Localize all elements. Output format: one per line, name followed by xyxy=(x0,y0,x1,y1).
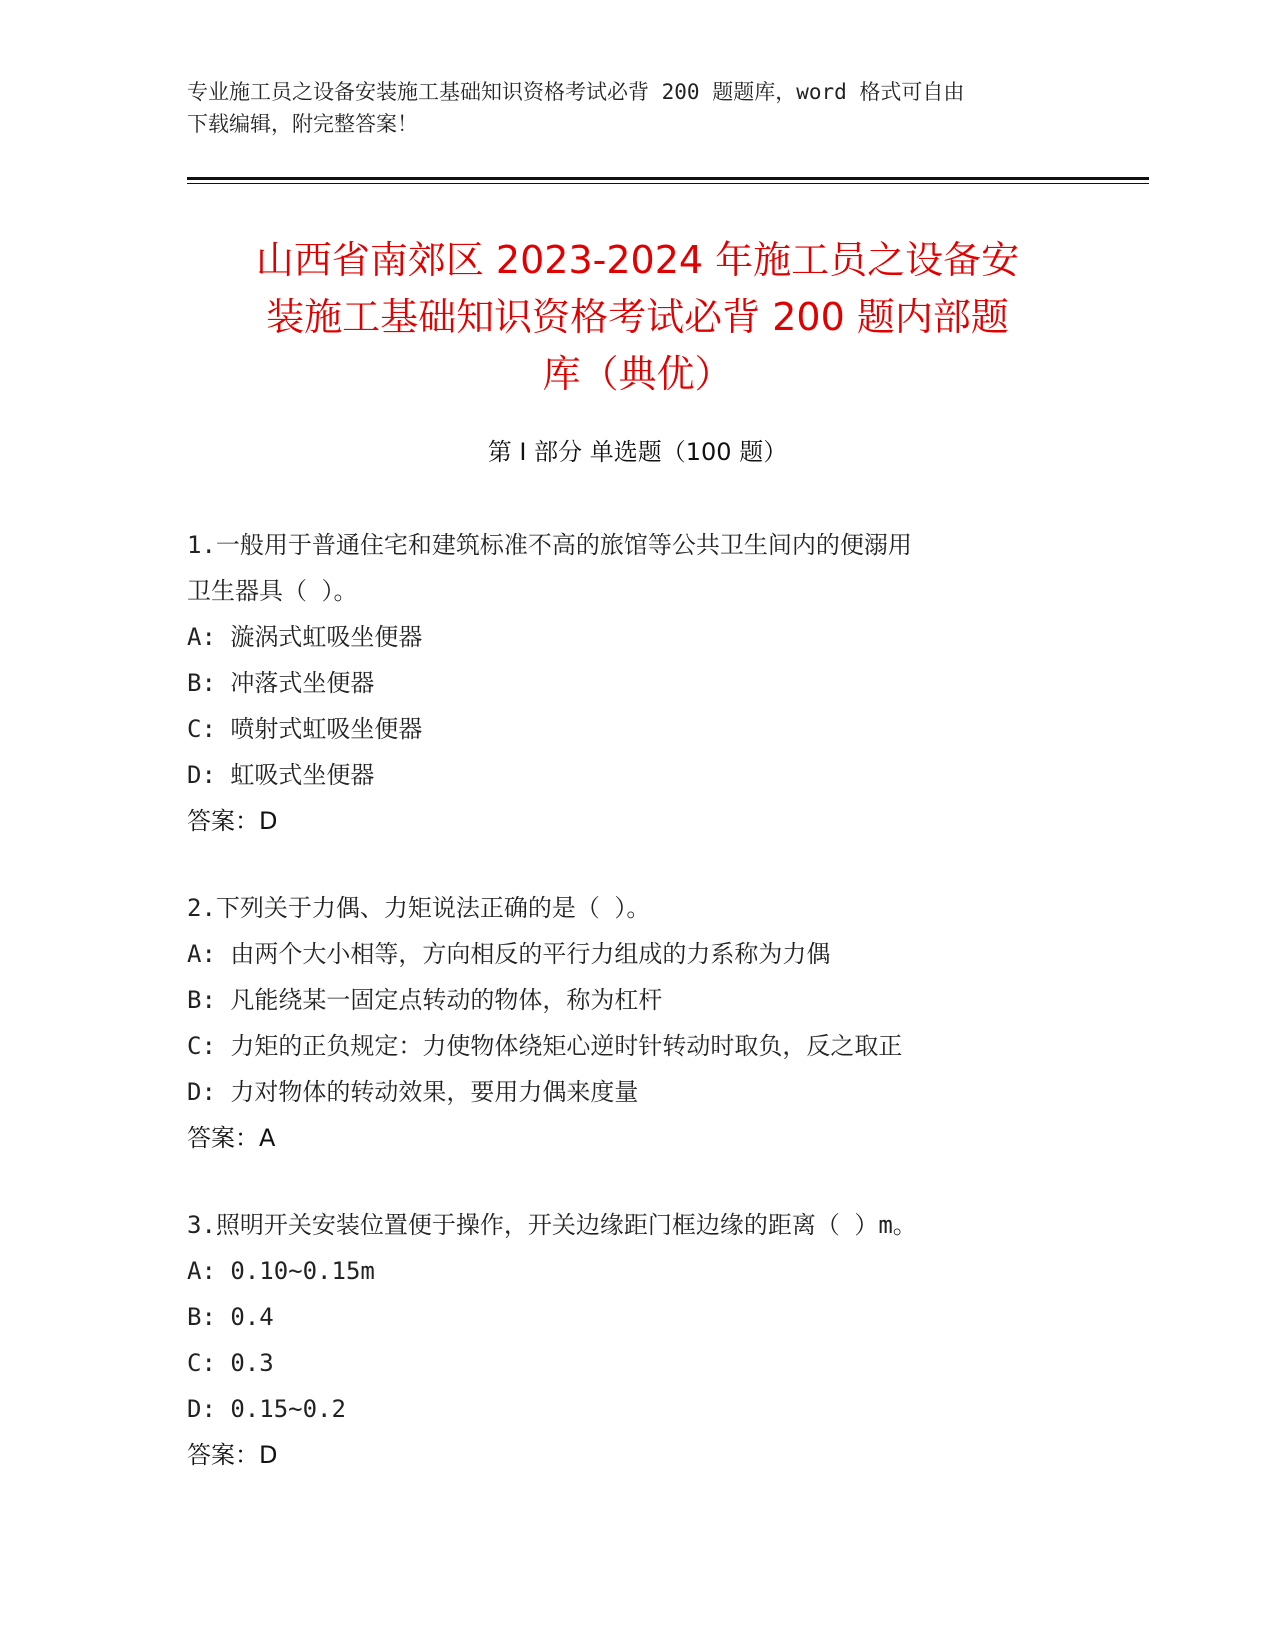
option-d: D: 力对物体的转动效果，要用力偶来度量 xyxy=(187,1078,639,1106)
section-heading: 第 I 部分 单选题（100 题） xyxy=(487,438,788,466)
question-3 xyxy=(187,1202,1087,1478)
title-line: 库（典优） xyxy=(542,352,733,396)
title-line: 山西省南郊区 2023-2024 年施工员之设备安 xyxy=(255,238,1020,282)
option-b: B: 冲落式坐便器 xyxy=(187,669,375,697)
question-stem: 1.一般用于普通住宅和建筑标准不高的旅馆等公共卫生间内的便溺用 xyxy=(187,531,912,559)
question-stem: 2.下列关于力偶、力矩说法正确的是（ ）。 xyxy=(187,894,651,922)
option-a: A: 漩涡式虹吸坐便器 xyxy=(187,623,423,651)
option-b: B: 0.4 xyxy=(187,1303,274,1331)
option-a: A: 0.10~0.15m xyxy=(187,1257,375,1285)
header-divider-thin xyxy=(187,183,1149,184)
option-c: C: 0.3 xyxy=(187,1349,274,1377)
question-1 xyxy=(187,522,1087,844)
option-c: C: 力矩的正负规定：力使物体绕矩心逆时针转动时取负，反之取正 xyxy=(187,1032,903,1060)
question-stem: 卫生器具（ ）。 xyxy=(187,577,358,605)
header-note-line: 专业施工员之设备安装施工基础知识资格考试必背 200 题题库，word 格式可自由 xyxy=(187,80,965,104)
header-note-line: 下载编辑，附完整答案！ xyxy=(187,112,418,136)
header-note xyxy=(187,76,1067,140)
question-2 xyxy=(187,885,1087,1161)
option-d: D: 虹吸式坐便器 xyxy=(187,761,375,789)
document-title xyxy=(150,232,1125,403)
answer: 答案：D xyxy=(187,1441,278,1469)
question-stem: 3.照明开关安装位置便于操作，开关边缘距门框边缘的距离（ ）m。 xyxy=(187,1211,917,1239)
header-divider-thick xyxy=(187,177,1149,180)
option-c: C: 喷射式虹吸坐便器 xyxy=(187,715,423,743)
option-a: A: 由两个大小相等，方向相反的平行力组成的力系称为力偶 xyxy=(187,940,831,968)
answer: 答案：A xyxy=(187,1124,276,1152)
answer: 答案：D xyxy=(187,807,278,835)
title-line: 装施工基础知识资格考试必背 200 题内部题 xyxy=(266,295,1009,339)
option-d: D: 0.15~0.2 xyxy=(187,1395,346,1423)
option-b: B: 凡能绕某一固定点转动的物体，称为杠杆 xyxy=(187,986,663,1014)
